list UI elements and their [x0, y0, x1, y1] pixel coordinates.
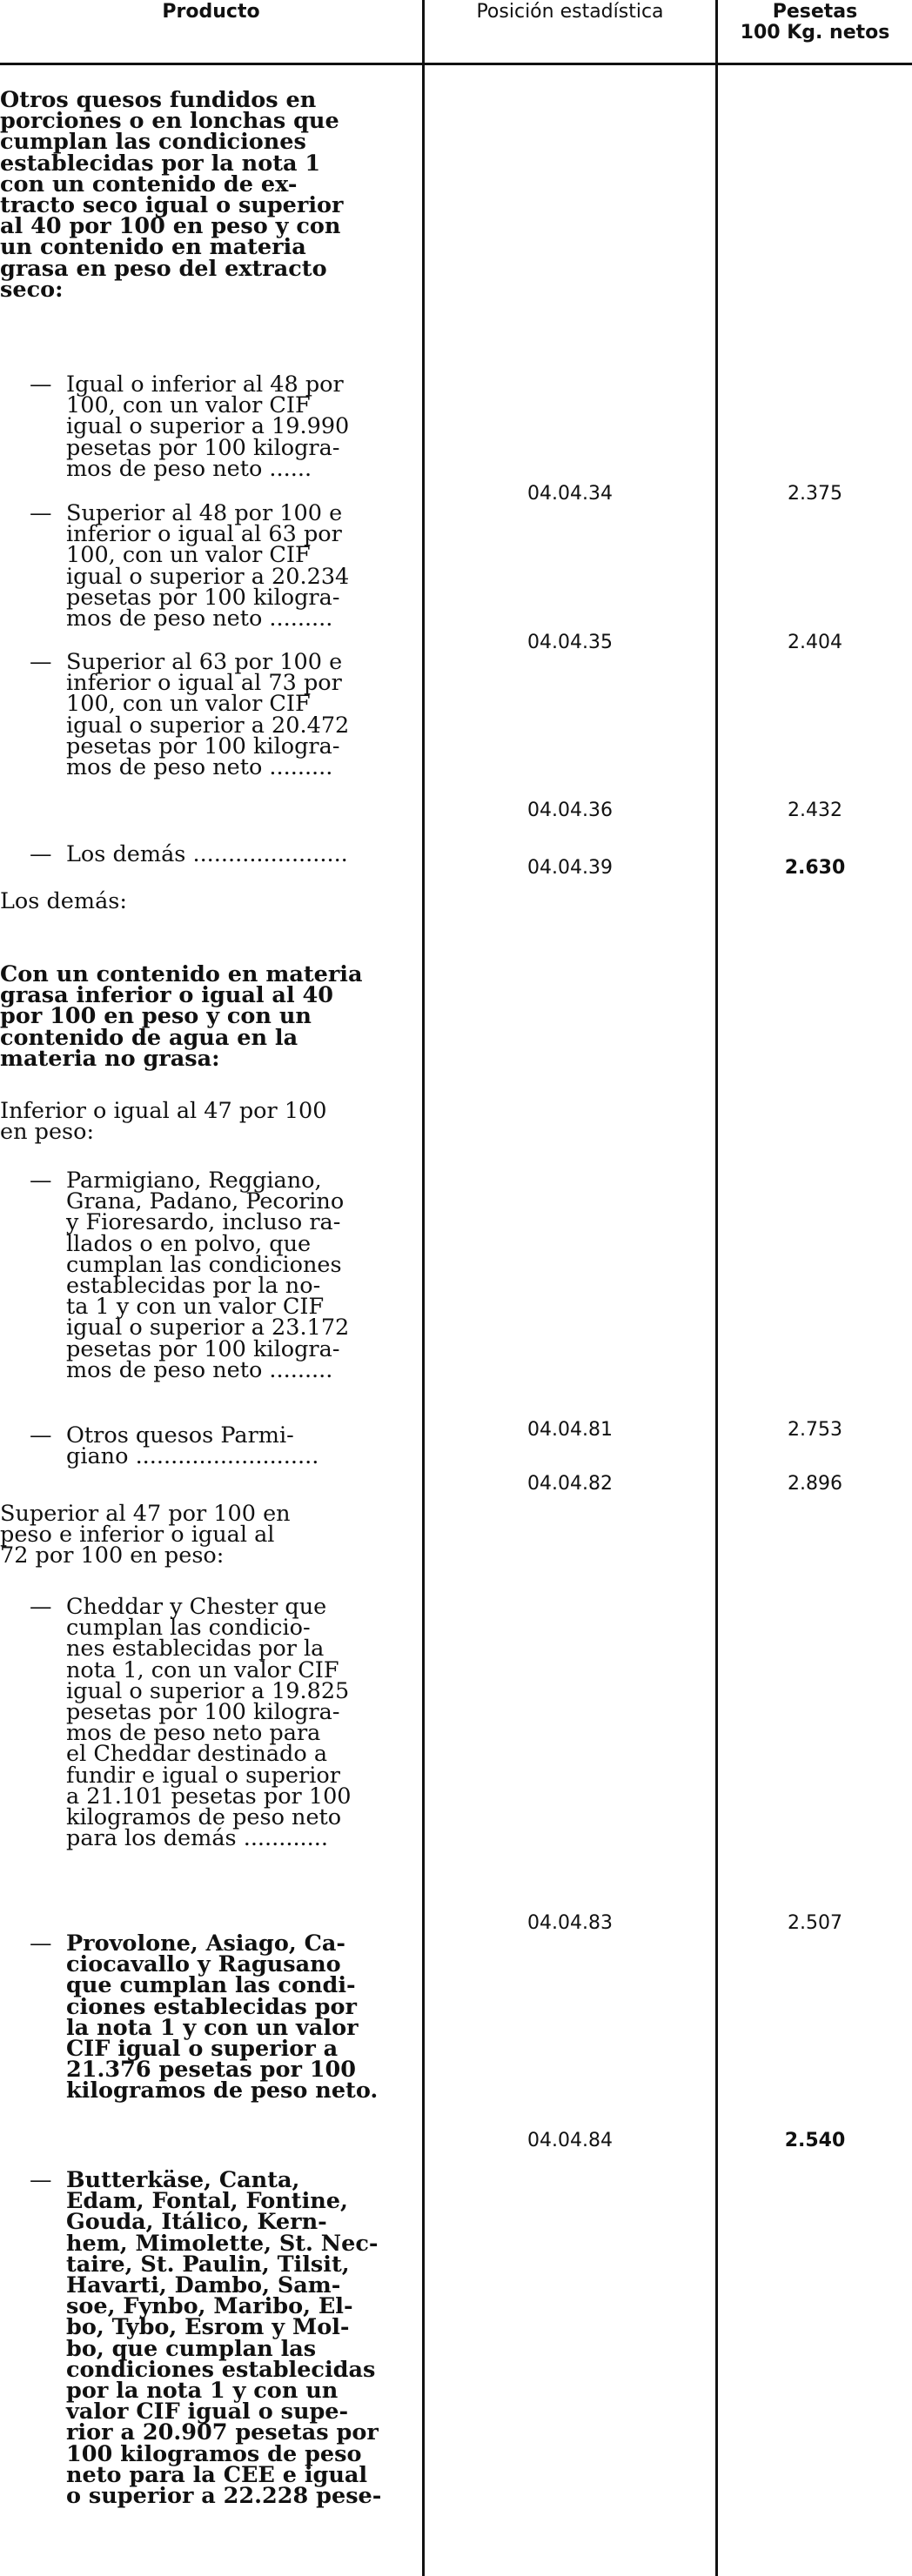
pesetas-value: 2.432: [788, 800, 842, 821]
item-fat-63-73: Superior al 63 por 100 e inferior o igual al 73 por 100, con un valor CIF igual o superior a 20.472 pesetas por 100 kilogra- mos de peso neto .........: [66, 649, 350, 781]
dash-item-9: —: [30, 2167, 52, 2193]
pesetas-value: 2.630: [784, 857, 846, 879]
header-pesetas-line1: Pesetas: [772, 1, 858, 23]
item-butterkase: Butterkäse, Canta, Edam, Fontal, Fontine, Gouda, Itálico, Kern- hem, Mimolette, St. Nec- taire, St. Paulin, Tilsit, Havarti, Dambo, Sam- soe, Fynbo, Maribo, El- bo, Tybo, Esrom y Mol- bo, que cumplan las condiciones establecidas por la nota 1 y con un valor CIF igual o supe- rior a 20.907 pesetas por 100 kilogramos de peso neto para la CEE e igual o superior a 22.228 pese-: [66, 2167, 382, 2510]
section-superior-47: Superior al 47 por 100 en peso e inferior o igual al 72 por 100 en peso:: [0, 1501, 291, 1569]
item-otros-parmigiano: Otros quesos Parmi- giano ..........................: [66, 1422, 319, 1470]
item-parmigiano: Parmigiano, Reggiano, Grana, Padano, Pecorino y Fioresardo, incluso ra- llados o en polvo, que cumplan las condiciones establecidas por la no- ta 1 y con un valor CIF igual o superior a 23.172 pesetas por 100 kilogra- mos de peso neto .........: [66, 1168, 350, 1383]
dash-item-7: —: [30, 1594, 52, 1620]
intro-fat-content: Con un contenido en materia grasa inferior o igual al 40 por 100 en peso y con un contenido de agua en la materia no grasa:: [0, 961, 363, 1072]
dash-item-3: —: [30, 649, 52, 675]
dash-item-2: —: [30, 500, 52, 526]
position-value: 04.04.81: [527, 1419, 613, 1441]
column-divider-right: [715, 0, 718, 2576]
dash-item-8: —: [30, 1930, 52, 1957]
pesetas-value: 2.753: [788, 1419, 842, 1441]
item-los-demas: Los demás ......................: [66, 841, 348, 867]
pesetas-value: 2.404: [788, 632, 842, 653]
section-inferior-47: Inferior o igual al 47 por 100 en peso:: [0, 1098, 327, 1146]
dash-item-4: —: [30, 841, 52, 867]
dash-item-6: —: [30, 1422, 52, 1449]
header-position: Posición estadística: [476, 1, 664, 23]
header-pesetas-line2: 100 Kg. netos: [740, 22, 890, 43]
position-value: 04.04.39: [527, 857, 613, 879]
position-value: 04.04.83: [527, 1912, 613, 1934]
dash-item-5: —: [30, 1168, 52, 1194]
header-rule: [0, 63, 912, 65]
item-fat-le-48: Igual o inferior al 48 por 100, con un valor CIF igual o superior a 19.990 pesetas por 100 kilogra- mos de peso neto ......: [66, 371, 350, 482]
header-product: Producto: [162, 1, 260, 23]
position-value: 04.04.82: [527, 1473, 613, 1495]
pesetas-value: 2.540: [784, 2130, 846, 2151]
section-los-demas: Los demás:: [0, 888, 127, 914]
position-value: 04.04.35: [527, 632, 613, 653]
item-fat-48-63: Superior al 48 por 100 e inferior o igual al 63 por 100, con un valor CIF igual o superior a 20.234 pesetas por 100 kilogra- mos de peso neto .........: [66, 500, 350, 632]
position-value: 04.04.84: [527, 2130, 613, 2151]
intro-processed-cheese: Otros quesos fundidos en porciones o en lonchas que cumplan las condiciones establecidas por la nota 1 con un contenido de ex- tracto seco igual o superior al 40 por 100 en peso y con un contenido en materia grasa en peso del extracto seco:: [0, 87, 344, 303]
position-value: 04.04.36: [527, 800, 613, 821]
pesetas-value: 2.375: [788, 483, 842, 505]
pesetas-value: 2.896: [788, 1473, 842, 1495]
item-provolone: Provolone, Asiago, Ca- ciocavallo y Ragusano que cumplan las condi- ciones establecidas por la nota 1 y con un valor CIF igual o superior a 21.376 pesetas por 100 kilogramos de peso neto.: [66, 1930, 379, 2104]
item-cheddar: Cheddar y Chester que cumplan las condicio- nes establecidas por la nota 1, con un valor CIF igual o superior a 19.825 pesetas por 100 kilogra- mos de peso neto para el Cheddar destinado a fundir e igual o superior a 21.101 pesetas por 100 kilogramos de peso neto para los demás ............: [66, 1594, 352, 1852]
pesetas-value: 2.507: [788, 1912, 842, 1934]
position-value: 04.04.34: [527, 483, 613, 505]
dash-item-1: —: [30, 371, 52, 398]
